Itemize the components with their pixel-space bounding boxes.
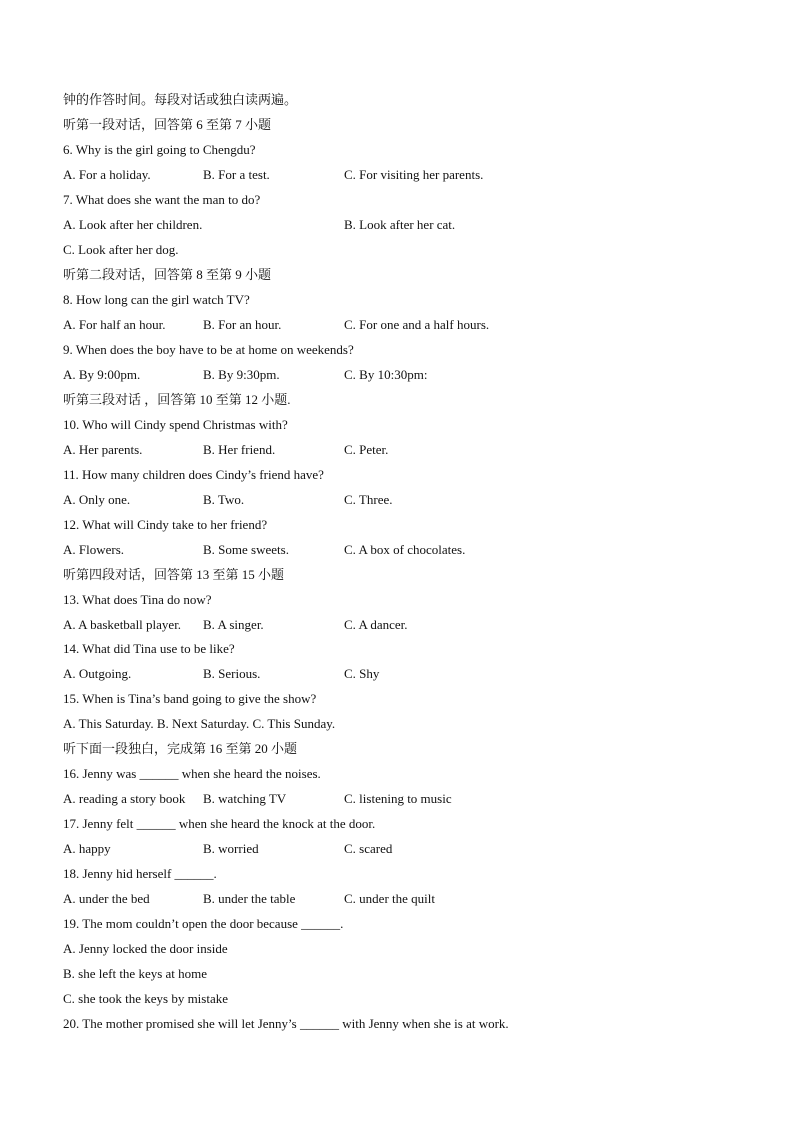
question-16-stem: 16. Jenny was ______ when she heard the noises.	[63, 766, 321, 781]
question-15-stem: 15. When is Tina’s band going to give the show?	[63, 691, 317, 706]
option-12c[interactable]: C. A box of chocolates.	[344, 542, 466, 557]
option-10b[interactable]: B. Her friend.	[203, 442, 276, 457]
option-16c[interactable]: C. listening to music	[344, 791, 452, 806]
option-17a[interactable]: A. happy	[63, 841, 111, 856]
section-heading-3: 听第三段对话 ，回答第 10 至第 12 小题.	[63, 392, 291, 407]
option-16b[interactable]: B. watching TV	[203, 791, 287, 806]
option-9c[interactable]: C. By 10:30pm:	[344, 367, 428, 382]
question-15-options[interactable]: A. This Saturday. B. Next Saturday. C. This Sunday.	[63, 716, 336, 731]
option-11b[interactable]: B. Two.	[203, 492, 245, 507]
option-14b[interactable]: B. Serious.	[203, 666, 261, 681]
option-7b[interactable]: B. Look after her cat.	[344, 217, 456, 232]
option-18b[interactable]: B. under the table	[203, 891, 296, 906]
option-19c[interactable]: C. she took the keys by mistake	[63, 991, 229, 1006]
option-6a[interactable]: A. For a holiday.	[63, 167, 151, 182]
intro-text: 钟的作答时间。每段对话或独白读两遍。	[63, 92, 298, 107]
question-19-stem: 19. The mom couldn’t open the door because ______.	[63, 916, 344, 931]
option-8a[interactable]: A. For half an hour.	[63, 317, 166, 332]
question-13-stem: 13. What does Tina do now?	[63, 592, 212, 607]
option-13b[interactable]: B. A singer.	[203, 617, 264, 632]
option-7a[interactable]: A. Look after her children.	[63, 217, 203, 232]
option-13a[interactable]: A. A basketball player.	[63, 617, 182, 632]
question-6-stem: 6. Why is the girl going to Chengdu?	[63, 142, 256, 157]
section-heading-4: 听第四段对话，回答第 13 至第 15 小题	[63, 567, 285, 582]
question-10-stem: 10. Who will Cindy spend Christmas with?	[63, 417, 288, 432]
section-heading-2: 听第二段对话，回答第 8 至第 9 小题	[63, 267, 272, 282]
option-13c[interactable]: C. A dancer.	[344, 617, 408, 632]
question-18-stem: 18. Jenny hid herself ______.	[63, 866, 217, 881]
option-10a[interactable]: A. Her parents.	[63, 442, 143, 457]
question-11-stem: 11. How many children does Cindy’s friend have?	[63, 467, 324, 482]
question-12-stem: 12. What will Cindy take to her friend?	[63, 517, 268, 532]
option-17b[interactable]: B. worried	[203, 841, 259, 856]
option-18c[interactable]: C. under the quilt	[344, 891, 435, 906]
option-8b[interactable]: B. For an hour.	[203, 317, 282, 332]
question-9-stem: 9. When does the boy have to be at home on weekends?	[63, 342, 354, 357]
question-17-stem: 17. Jenny felt ______ when she heard the knock at the door.	[63, 816, 376, 831]
section-heading-5: 听下面一段独白，完成第 16 至第 20 小题	[63, 741, 298, 756]
option-8c[interactable]: C. For one and a half hours.	[344, 317, 490, 332]
option-12b[interactable]: B. Some sweets.	[203, 542, 289, 557]
option-14a[interactable]: A. Outgoing.	[63, 666, 132, 681]
option-11a[interactable]: A. Only one.	[63, 492, 131, 507]
option-18a[interactable]: A. under the bed	[63, 891, 150, 906]
question-8-stem: 8. How long can the girl watch TV?	[63, 292, 250, 307]
option-6c[interactable]: C. For visiting her parents.	[344, 167, 484, 182]
question-20-stem: 20. The mother promised she will let Jenny’s ______ with Jenny when she is at work.	[63, 1016, 509, 1031]
option-7c[interactable]: C. Look after her dog.	[63, 242, 179, 257]
question-7-stem: 7. What does she want the man to do?	[63, 192, 261, 207]
option-19a[interactable]: A. Jenny locked the door inside	[63, 941, 228, 956]
question-14-stem: 14. What did Tina use to be like?	[63, 641, 235, 656]
option-14c[interactable]: C. Shy	[344, 666, 380, 681]
option-9b[interactable]: B. By 9:30pm.	[203, 367, 280, 382]
option-9a[interactable]: A. By 9:00pm.	[63, 367, 141, 382]
option-11c[interactable]: C. Three.	[344, 492, 393, 507]
option-10c[interactable]: C. Peter.	[344, 442, 389, 457]
option-12a[interactable]: A. Flowers.	[63, 542, 125, 557]
option-19b[interactable]: B. she left the keys at home	[63, 966, 208, 981]
option-16a[interactable]: A. reading a story book	[63, 791, 186, 806]
option-6b[interactable]: B. For a test.	[203, 167, 270, 182]
option-17c[interactable]: C. scared	[344, 841, 393, 856]
section-heading-1: 听第一段对话，回答第 6 至第 7 小题	[63, 117, 272, 132]
